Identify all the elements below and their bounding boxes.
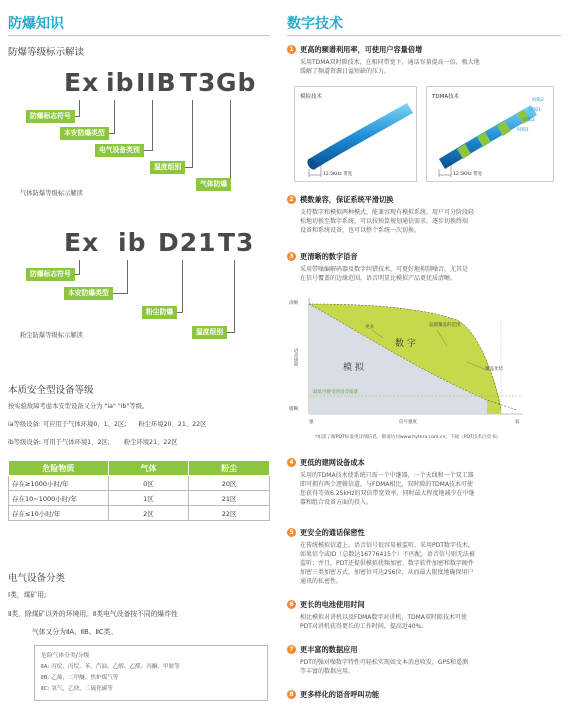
gas-tag-proof: 气体防爆 xyxy=(196,178,231,191)
feature-5-body-1: 在传统模拟信道上，语音信号很容易被监听，采用PDT数字技术， xyxy=(300,542,474,549)
table-row: 存在≥1000小时/年 0区 20区 xyxy=(9,476,270,491)
feature-1-title: 更高的频谱利用率，可使用户容量倍增 xyxy=(300,45,423,54)
table-header-substance: 危险物质 xyxy=(9,461,109,476)
dust-tag-symbol: 防爆标志符号 xyxy=(26,268,75,281)
classes-line-1: Ⅰ类，煤矿用; xyxy=(8,591,47,599)
feature-4-body-4: 器和组合设备方面的投入。 xyxy=(300,499,373,506)
tdma-panel xyxy=(426,86,554,182)
dust-code-d21: D21 xyxy=(158,228,217,257)
y-axis-bottom-label: 模糊 xyxy=(289,407,298,412)
gas-code-ex: Ex xyxy=(64,68,100,97)
analog-tube-graphic xyxy=(295,87,418,183)
gas-group-iia: ⅡA: 丙烷、丙烷、苯、汽油、乙醇、乙醛、丙酮、甲胺等 xyxy=(41,664,180,670)
quality-curve-graphic xyxy=(287,290,561,450)
feature-5-body-2: 如果信令或ID（总数达16776415个）不匹配，语音信号则无法被 xyxy=(300,551,475,558)
feature-4-body-1: 采用的TDMA技术使系统只需一个中继器，一个天线和一个双工器 xyxy=(300,472,474,479)
feature-4-title: 更低的建网设备成本 xyxy=(300,458,365,467)
feature-2-body-3: 设备和系统设备，也可以整个系统一次切换。 xyxy=(300,227,421,234)
gas-tag-symbol: 防爆标志符号 xyxy=(26,110,75,123)
table-row: 存在≤10小时/年 2区 22区 xyxy=(9,506,270,521)
gas-code-gb: Gb xyxy=(216,68,257,97)
bandwidth-figure xyxy=(294,86,556,182)
slot-label: 时隙2 xyxy=(532,98,544,103)
gas-tag-class: 电气设备类别 xyxy=(95,144,144,157)
gas-group-title: 危险气体分类/分级 xyxy=(41,653,90,659)
feature-1-number: 1 xyxy=(287,45,296,54)
classes-heading: 电气设备分类 xyxy=(8,573,66,584)
gas-group-iib: ⅡB: 乙烯，二甲醚、焦炉煤气等 xyxy=(41,675,119,681)
feature-3-number: 3 xyxy=(287,252,296,261)
analog-area-label: 模 拟 xyxy=(343,363,364,373)
table-row: 存在10~1000小时/年 1区 21区 xyxy=(9,491,270,506)
dust-caption: 粉尘防爆等级标示解读 xyxy=(20,332,83,339)
y-axis-title: 语音质量 xyxy=(293,348,298,366)
table-header-gas: 气体 xyxy=(108,461,189,476)
annotation-threshold: 最低可接受的语音质量 xyxy=(313,390,358,395)
feature-1-body-2: 缓解了频道资源日益短缺的压力。 xyxy=(300,68,391,75)
feature-2-number: 2 xyxy=(287,195,296,204)
left-divider xyxy=(8,35,270,36)
voice-quality-figure xyxy=(287,290,561,450)
dust-code-t3: T3 xyxy=(218,228,255,257)
feature-5-title: 更安全的通话保密性 xyxy=(300,528,365,537)
feature-3-body-2: 在信号覆盖的边缘范围，语音明显比模拟产品更优质清晰。 xyxy=(300,275,457,282)
tdma-bandwidth: 12.5KHz 带宽 xyxy=(453,172,483,177)
dust-marking-diagram xyxy=(0,228,280,348)
x-axis-right-label: 弱 xyxy=(515,420,520,425)
gas-tag-temp: 温度组别 xyxy=(150,161,185,174)
feature-5-body-5: 通讯的私密性。 xyxy=(300,578,343,585)
intrinsic-line-3: ib等级设备: 可用于气体环境1、2区; 粉尘环境21、22区 xyxy=(8,439,178,446)
feature-1-body-1: 采用TDMA双时隙技术，在相同带宽下，通话容量提高一倍，极大地 xyxy=(300,59,480,66)
gas-code-iib: IIB xyxy=(136,68,177,97)
dust-tag-proof: 粉尘防爆 xyxy=(142,306,177,319)
feature-7-number: 7 xyxy=(287,645,296,654)
classes-line-2: Ⅱ类，除煤矿以外的环境用。Ⅱ类电气设备按不同的爆炸性 xyxy=(8,610,178,618)
classes-line-3: 气体又分为ⅡA、ⅡB、ⅡC类。 xyxy=(32,628,118,636)
annotation-coverage: 超越覆盖的范围 xyxy=(429,323,461,328)
gas-group-iic: ⅡC: 氢气，乙炔，二硫化碳等 xyxy=(41,686,113,692)
right-divider xyxy=(287,35,561,36)
analog-panel xyxy=(294,86,417,182)
analog-label: 模拟技术 xyxy=(300,94,323,100)
intrinsic-line-2: ia等级设备: 可应用于气体环境0、1、2区; 粉尘环境20、21、22区 xyxy=(8,421,207,428)
annotation-edge: 覆盖优势 xyxy=(485,367,503,372)
feature-6-body-2: PDT对讲机获得更长的工作时间，提高近40%。 xyxy=(300,623,428,630)
x-axis-left-label: 强 xyxy=(309,420,314,425)
feature-2-body-1: 支持数字和模拟两种模式，能兼容现有模拟系统，用户可分阶段轻 xyxy=(300,209,475,216)
feature-5-number: 5 xyxy=(287,528,296,537)
gas-tag-type: 本安防爆类型 xyxy=(60,127,109,140)
slot-label: 时隙1 xyxy=(529,108,541,113)
feature-4-body-2: 即可拥有两个逻辑信道，与FDMA相比，双时隙的TDMA技术可使 xyxy=(300,481,473,488)
intrinsic-heading: 本质安全型设备等级 xyxy=(8,385,94,396)
digital-area-label: 数 字 xyxy=(395,339,416,349)
feature-7-title: 更丰富的数据应用 xyxy=(300,645,358,654)
feature-5-body-3: 监听；并且，PDT还提供模拟扰频加密、数字软件加密和数字硬件 xyxy=(300,560,474,567)
dust-code-ex: Ex xyxy=(64,228,100,257)
feature-3-title: 更清晰的数字语音 xyxy=(300,252,358,261)
x-axis-title: 信号强度 xyxy=(399,420,417,425)
feature-8-number: 8 xyxy=(287,690,296,699)
gas-caption: 气体防爆等级标示解读 xyxy=(20,190,83,197)
dust-code-ib: ib xyxy=(118,228,147,257)
gas-group-box xyxy=(34,645,268,701)
right-title: 数字技术 xyxy=(287,16,343,32)
dust-tag-type: 本安防爆类型 xyxy=(64,287,113,300)
feature-6-title: 更长的电池使用时间 xyxy=(300,600,365,609)
feature-5-body-4: 加密三类加密方式，加密位可达256位，从而最大限度地确保用户 xyxy=(300,569,474,576)
tdma-label: TDMA技术 xyxy=(432,94,460,100)
feature-2-body-2: 松地切换至数字系统，可以按预算规划通信需求，逐步切换终端 xyxy=(300,218,469,225)
intrinsic-line-1: 按实验故障考虑本安型设备又分为 "ia" "ib"等级。 xyxy=(8,403,149,410)
feature-6-number: 6 xyxy=(287,600,296,609)
feature-7-body-1: PDT的强对噪数字特性可轻松实现如文本消息收发，GPS和遥测 xyxy=(300,659,468,666)
feature-3-body-1: 采用带噪编解码器及数字纠错技术，可更好地抑制噪音，尤其是 xyxy=(300,266,469,273)
slot-label: 时隙1 xyxy=(517,128,529,133)
left-title: 防爆知识 xyxy=(8,16,64,32)
slot-label: 时隙2 xyxy=(523,118,535,123)
feature-4-body-3: 您获得等效6.25kHz的双倍带宽效率，同时最大程度地减少在中继 xyxy=(300,490,475,497)
gas-code-ib: ib xyxy=(106,68,135,97)
y-axis-top-label: 清晰 xyxy=(289,301,298,306)
gas-marking-diagram xyxy=(0,68,280,203)
analog-bandwidth: 12.5KHz 带宽 xyxy=(323,172,353,177)
feature-2-title: 模数兼容，保证系统平滑切换 xyxy=(300,195,394,204)
feature-4-number: 4 xyxy=(287,458,296,467)
gas-code-t3: T3 xyxy=(180,68,217,97)
marking-subtitle: 防爆等级标示解读 xyxy=(8,47,85,58)
feature-8-title: 更多样化的语音呼叫功能 xyxy=(300,690,380,699)
feature-7-body-2: 等丰富的数据应用。 xyxy=(300,668,355,675)
annotation-more: 更多 xyxy=(365,325,374,330)
pdt-note: *如需了解PDT标准更详细信息，敬请访问www.hytera.com.cn，下载《PDT技术白皮书》 xyxy=(315,435,501,440)
hazard-zone-table xyxy=(8,460,270,521)
table-header-dust: 粉尘 xyxy=(189,461,270,476)
dust-tag-temp: 温度组别 xyxy=(192,326,227,339)
feature-6-body-1: 相比模拟对讲机以及FDMA数字对讲机，TDMA双时隙技术可使 xyxy=(300,614,467,621)
